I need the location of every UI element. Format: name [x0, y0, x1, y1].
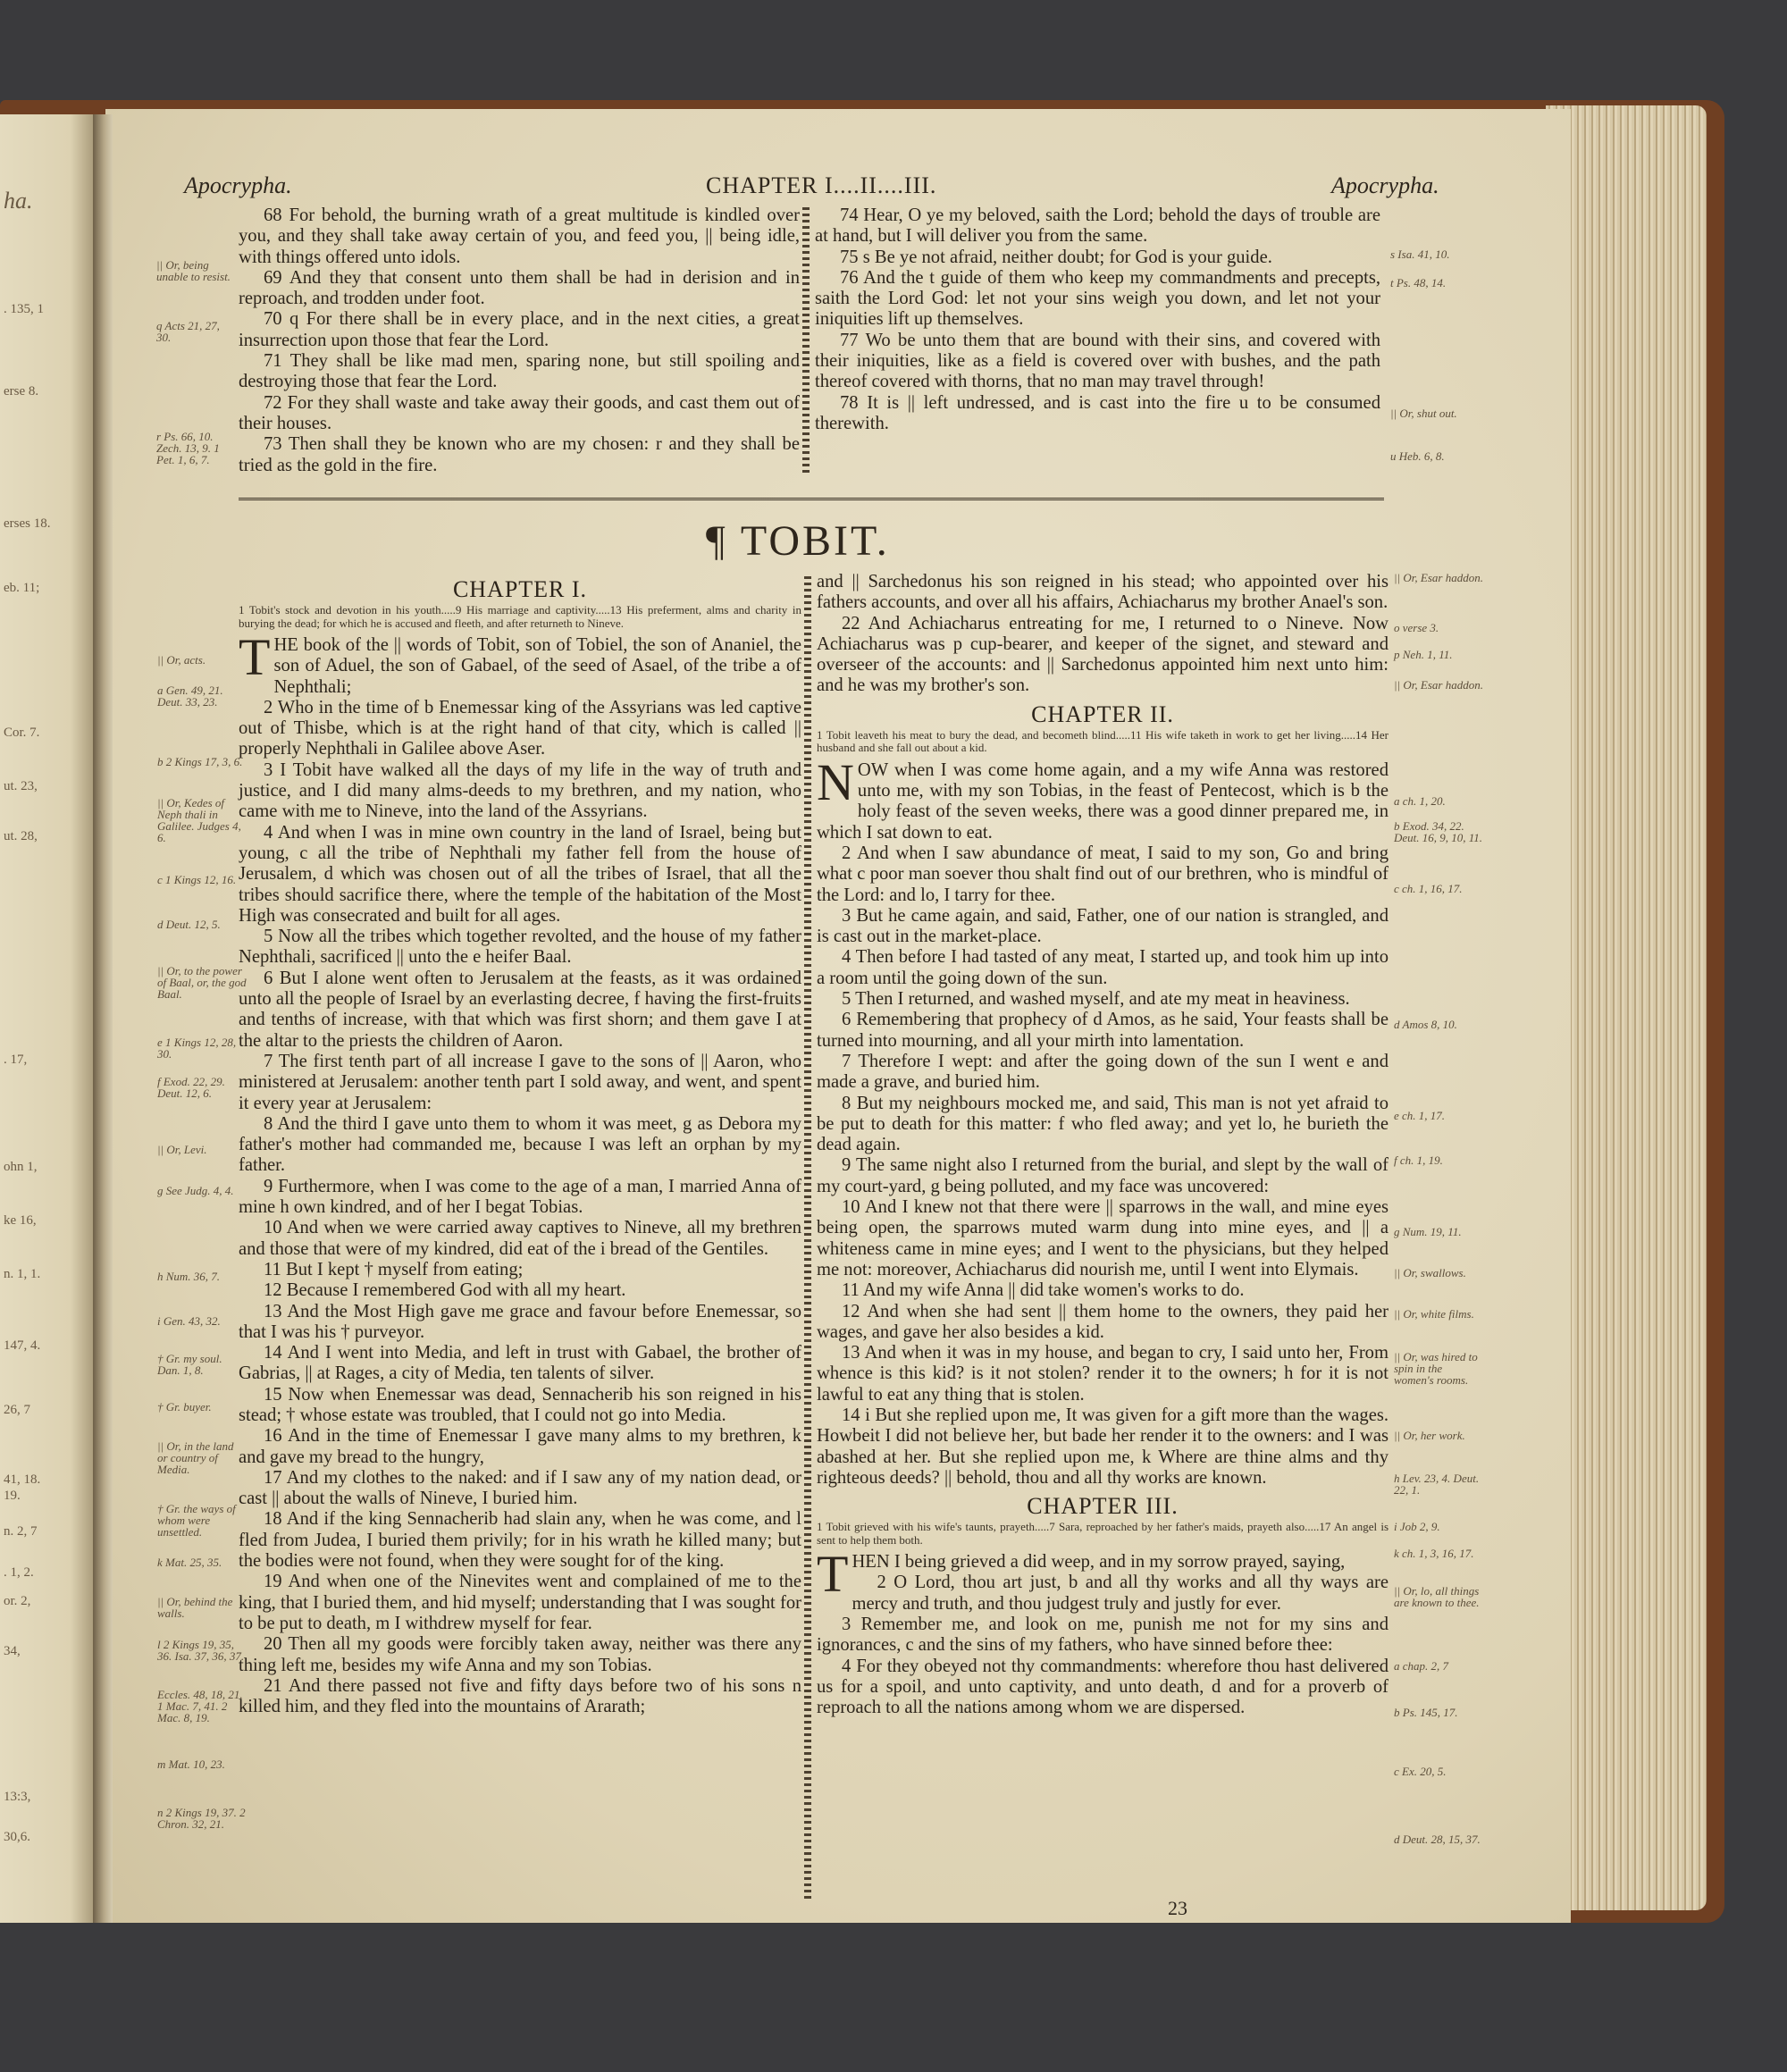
chapter-summary: 1 Tobit leaveth his meat to bury the dead, and becometh blind.....11 His wife taketh in work to get her living.....14 Her husband and she fall out about a kid.	[817, 727, 1388, 755]
verse	[817, 1657, 1388, 1719]
verse-text: and || Sarchedonus his son reigned in his stead; who appointed over his fathers accounts, and over all his affairs, Achiacharus my brother Anael's son.	[817, 572, 1388, 613]
top-right-column	[815, 206, 1380, 434]
margin-note: a ch. 1, 20.	[1394, 794, 1446, 808]
verse	[239, 823, 801, 927]
margin-note: || Or, to the power of Baal, or, the god Baal.	[157, 964, 247, 1001]
verse-text: 2 Who in the time of b Enemessar king of the Assyrians was led captive out of Thisbe, which is at the right hand of that city, which is called || properly Nephthali in Galilee above Aser.	[239, 697, 801, 759]
verse	[817, 906, 1388, 948]
verse	[815, 393, 1380, 435]
margin-note: || Or, Levi.	[157, 1143, 207, 1156]
margin-note: † Gr. my soul. Dan. 1, 8.	[157, 1352, 222, 1377]
verse	[239, 1302, 801, 1344]
book-title: ¶ TOBIT.	[706, 517, 890, 565]
section-rule	[239, 498, 1384, 500]
column-separator	[802, 207, 810, 475]
verse	[817, 1155, 1388, 1197]
verse-text: 71 They shall be like mad men, sparing none, but still spoiling and destroying those that fear the Lord.	[239, 351, 800, 392]
chapter1-verses	[239, 628, 801, 1717]
margin-note: r Ps. 66, 10. Zech. 13, 9. 1 Pet. 1, 6, 7.	[156, 430, 220, 466]
chapter1-column	[239, 572, 801, 1717]
verse-text: 22 And Achiacharus entreating for me, I returned to o Nineve. Now Achiacharus was p cup-bearer, and keeper of the signet, and steward and overseer of the accounts: and || Sarchedonus appointed him next unto him: and he was my brother's son.	[817, 613, 1388, 696]
left-page-fragment: ut. 28,	[4, 829, 38, 843]
top-left-column	[239, 206, 800, 476]
margin-note: k Mat. 25, 35.	[157, 1556, 222, 1569]
margin-note: a Gen. 49, 21. Deut. 33, 23.	[157, 684, 223, 709]
verse	[817, 1197, 1388, 1280]
running-head-left: Apocrypha.	[184, 172, 292, 198]
chapter-heading: CHAPTER I.	[452, 576, 588, 602]
verse-text: HEN I being grieved a did weep, and in my sorrow prayed, saying,	[852, 1552, 1346, 1573]
margin-note: || Or, swallows.	[1394, 1266, 1466, 1279]
verse-text: 70 q For there shall be in every place, and in the next cities, a great insurrection upon those that fear the Lord.	[239, 309, 800, 350]
left-page-fragment: ohn 1,	[4, 1160, 38, 1174]
verse	[239, 927, 801, 969]
verse-text: 17 And my clothes to the naked: and if I saw any of my nation dead, or cast || about the walls of Nineve, I buried him.	[239, 1467, 801, 1509]
verse	[239, 1177, 801, 1219]
chapter-heading: CHAPTER III.	[1027, 1493, 1179, 1520]
verse-text: 14 i But she replied upon me, It was given for a gift more than the wages. Howbeit I did not believe her, but bade her render it to the owners: and I was abashed at her. But she replied upon me, k Where are thine alms and thy righteous deeds? || behold, thou and all thy works are known.	[817, 1405, 1388, 1488]
verse	[817, 1573, 1388, 1615]
verse	[817, 1010, 1388, 1052]
verse	[817, 1280, 1388, 1301]
verse	[239, 1426, 801, 1468]
margin-note: i Gen. 43, 32.	[157, 1314, 221, 1328]
verse	[815, 206, 1380, 247]
verse	[239, 1572, 801, 1634]
verse	[817, 1052, 1388, 1094]
verse-text: 69 And they that consent unto them shall be had in derision and in reproach, and trodden under foot.	[239, 267, 800, 309]
verse-text: 2 And when I saw abundance of meat, I said to my son, Go and bring what c poor man soever thou shalt find out of our brethren, who is mindful of the Lord: and lo, I tarry for thee.	[817, 843, 1388, 905]
margin-note: h Lev. 23, 4. Deut. 22, 1.	[1394, 1472, 1480, 1497]
verse-text: 8 And the third I gave unto them to whom it was meet, g as Debora my father's mother had commanded me, because I was left an orphan by my father.	[239, 1113, 801, 1176]
verse	[239, 1509, 801, 1572]
chapter3-verses	[817, 1545, 1388, 1718]
verse-text: 11 But I kept † myself from eating;	[264, 1259, 524, 1279]
verse-text: 13 And when it was in my house, and began to cry, I said unto her, From whence is this kid? is it not stolen? render it to the owners; h for it is not lawful to eat any thing that is stolen.	[817, 1343, 1388, 1405]
verse	[817, 1405, 1388, 1489]
verse	[817, 989, 1388, 1010]
margin-note: † Gr. buyer.	[157, 1400, 212, 1413]
margin-note: t Ps. 48, 14.	[1390, 276, 1447, 289]
verse-text: 6 But I alone went often to Jerusalem at the feasts, as it was ordained unto all the people of Israel by an everlasting decree, f having the first-fruits and tenths of increase, with that which was first shorn; and them gave I at the altar to the priests the children of Aaron.	[239, 968, 801, 1051]
verse	[817, 614, 1388, 697]
left-page-fragment: or. 2,	[4, 1594, 31, 1608]
verse-text: OW when I was come home again, and a my wife Anna was restored unto me, with my son Tobias, in the feast of Pentecost, which is b the holy feast of the seven weeks, there was a good dinner prepared me, in which I sat down to eat.	[817, 759, 1388, 843]
verse-text: 77 Wo be unto them that are bound with their sins, and covered with their iniquities, like as a field is covered over with bushes, and the path thereof covered with thorns, that no man may travel through!	[815, 330, 1380, 392]
left-page-fragment: 34,	[4, 1644, 21, 1658]
column-separator	[804, 576, 811, 1899]
verse-text: 15 Now when Enemessar was dead, Sennacherib his son reigned in his stead; † whose estate was troubled, that I could not go into Media.	[239, 1384, 801, 1425]
verse	[239, 1260, 801, 1280]
left-page-fragment: n. 1, 1.	[4, 1267, 41, 1281]
margin-note: c 1 Kings 12, 16.	[157, 873, 237, 886]
margin-note: || Or, white films.	[1394, 1307, 1474, 1321]
margin-note: || Or, Esar haddon.	[1394, 571, 1483, 584]
verse	[239, 628, 801, 698]
margin-note: c Ex. 20, 5.	[1394, 1765, 1447, 1778]
verse	[239, 1676, 801, 1718]
margin-note: || Or, in the land or country of Media.	[157, 1439, 234, 1476]
margin-note: a chap. 2, 7	[1394, 1659, 1449, 1673]
verse	[817, 752, 1388, 843]
verse	[817, 1094, 1388, 1156]
verse	[239, 760, 801, 823]
margin-note: || Or, behind the walls.	[157, 1595, 233, 1620]
chapter-heading: CHAPTER II.	[1031, 700, 1174, 727]
verse	[817, 1343, 1388, 1405]
page-number: 23	[1168, 1897, 1187, 1919]
margin-note: c ch. 1, 16, 17.	[1394, 882, 1463, 895]
left-page-fragment: 30,6.	[4, 1830, 30, 1844]
verse-text: 3 But he came again, and said, Father, one of our nation is strangled, and is cast out in the market-place.	[817, 905, 1388, 947]
margin-note: || Or, being unable to resist.	[156, 258, 231, 283]
verse-text: 3 I Tobit have walked all the days of my life in the way of truth and justice, and I did many alms-deeds to my brethren, and my nation, who came with me to Nineve, into the land of the Assyrians.	[239, 759, 801, 822]
running-head-right: Apocrypha.	[1331, 172, 1439, 198]
verse-text: 76 And the t guide of them who keep my commandments and precepts, saith the Lord God: let not your sins weigh you down, and let not your iniquities lift up themselves.	[815, 267, 1380, 330]
verse	[239, 351, 800, 393]
margin-note: b Exod. 34, 22. Deut. 16, 9, 10, 11.	[1394, 819, 1483, 844]
left-page-fragment: n. 2, 7	[4, 1524, 38, 1539]
margin-note: n 2 Kings 19, 37. 2 Chron. 32, 21.	[157, 1806, 246, 1831]
margin-note: || Or, lo, all things are known to thee.	[1394, 1584, 1480, 1609]
left-page-fragment: erses 18.	[4, 516, 51, 531]
verse-text: 7 The first tenth part of all increase I gave to the sons of || Aaron, who ministered at Jerusalem: another tenth part I sold away, and went, and spent it every year at Jerusalem:	[239, 1051, 801, 1113]
verse-text: 10 And I knew not that there were || sparrows in the wall, and mine eyes being open, the sparrows muted warm dung into mine eyes, and || a whiteness came in mine eyes; and I went to the physicians, but they helped me not: moreover, Achiacharus did nourish me, until I went into Elymais.	[817, 1197, 1388, 1279]
verse	[817, 1615, 1388, 1657]
margin-note: || Or, her work.	[1394, 1429, 1465, 1442]
verse-text: 73 Then shall they be known who are my chosen: r and they shall be tried as the gold in the fire.	[239, 434, 800, 475]
left-page-fragment: 41, 18.	[4, 1472, 41, 1487]
verse	[815, 247, 1380, 268]
drop-initial: T	[817, 1545, 849, 1604]
left-page	[0, 114, 100, 1923]
left-page-fragment: erse 8.	[4, 384, 39, 398]
verse-text: 21 And there passed not five and fifty days before two of his sons n killed him, and they fled into the mountains of Ararath;	[239, 1675, 801, 1717]
verse	[239, 969, 801, 1052]
margin-note: u Heb. 6, 8.	[1390, 449, 1445, 463]
verse-text: 78 It is || left undressed, and is cast into the fire u to be consumed therewith.	[815, 392, 1380, 433]
verse	[817, 843, 1388, 906]
verse-text: 19 And when one of the Ninevites went and complained of me to the king, that I buried them, and hid myself; understanding that I was sought for to be put to death, m I withdrew myself for fear.	[239, 1572, 801, 1633]
left-page-fragment: 147, 4.	[4, 1338, 41, 1353]
margin-note: l 2 Kings 19, 35, 36. Isa. 37, 36, 37.	[157, 1638, 245, 1663]
verse-text: 12 Because I remembered God with all my heart.	[264, 1280, 626, 1301]
margin-note: b 2 Kings 17, 3, 6.	[157, 755, 243, 768]
margin-note: p Neh. 1, 11.	[1394, 648, 1453, 661]
verse	[239, 1634, 801, 1676]
margin-note: f ch. 1, 19.	[1394, 1153, 1443, 1167]
margin-note: || Or, acts.	[157, 653, 206, 667]
margin-note: || Or, shut out.	[1390, 407, 1457, 420]
margin-note: g See Judg. 4, 4.	[157, 1184, 234, 1197]
left-page-fragment: eb. 11;	[4, 581, 40, 595]
verse-text: 75 s Be ye not afraid, neither doubt; for God is your guide.	[840, 247, 1272, 267]
verse-text: 10 And when we were carried away captives to Nineve, all my brethren and those that were of my kindred, did eat of the i bread of the Gentiles.	[239, 1218, 801, 1259]
verse	[239, 1468, 801, 1510]
margin-note: m Mat. 10, 23.	[157, 1757, 225, 1771]
verse-text: 9 The same night also I returned from the burial, and slept by the wall of my court-yard, g being polluted, and my face was uncovered:	[817, 1155, 1388, 1196]
verse	[815, 331, 1380, 393]
verse-text: HE book of the || words of Tobit, son of Tobiel, the son of Ananiel, the son of Aduel, the son of Gabael, of the seed of Asael, of the tribe a of Nephthali;	[273, 635, 801, 697]
verse	[239, 309, 800, 351]
verse-text: 5 Now all the tribes which together revolted, and the house of my father Nephthali, sacrificed || unto the e heifer Baal.	[239, 927, 801, 968]
verse	[239, 393, 800, 435]
margin-note: k ch. 1, 3, 16, 17.	[1394, 1547, 1474, 1560]
left-page-fragment: . 1, 2.	[4, 1565, 34, 1580]
left-page-fragment: ut. 23,	[4, 779, 38, 793]
left-page-fragment: . 17,	[4, 1053, 28, 1067]
margin-note: i Job 2, 9.	[1394, 1520, 1440, 1533]
margin-note: d Deut. 28, 15, 37.	[1394, 1833, 1481, 1846]
verse-text: 14 And I went into Media, and left in trust with Gabael, the brother of Gabrias, || at Rages, a city of Media, ten talents of silver.	[239, 1343, 801, 1384]
verse	[239, 1385, 801, 1427]
verse	[239, 1052, 801, 1114]
verse	[815, 268, 1380, 331]
chapter1-continued	[817, 572, 1388, 697]
verse-text: 4 For they obeyed not thy commandments: wherefore thou hast delivered us for a spoil, and unto captivity, and unto death, d and for a proverb of reproach to all the nations among whom we are dispersed.	[817, 1656, 1388, 1718]
verse-text: 7 Therefore I wept: and after the going down of the sun I went e and made a grave, and buried him.	[817, 1051, 1388, 1093]
verse-text: 18 And if the king Sennacherib had slain any, when he was come, and l fled from Judea, I buried them privily; for in his wrath he killed many; but the bodies were not found, when they were sought for of the king.	[239, 1509, 801, 1572]
drop-initial: T	[239, 628, 271, 686]
book-gutter	[93, 114, 113, 1923]
verse	[817, 1302, 1388, 1344]
verse	[239, 1343, 801, 1385]
margin-note: e ch. 1, 17.	[1394, 1109, 1446, 1122]
left-page-fragment: 13:3,	[4, 1790, 31, 1804]
margin-note: q Acts 21, 27, 30.	[156, 319, 220, 344]
verse-text: 2 O Lord, thou art just, b and all thy works and all thy ways are mercy and truth, and thou judgest truly and justly for ever.	[852, 1573, 1388, 1614]
margin-note: b Ps. 145, 17.	[1394, 1706, 1458, 1719]
verse	[239, 1280, 801, 1301]
verse	[239, 698, 801, 760]
chapter2-3-column	[817, 572, 1388, 1719]
left-page-fragment: 19.	[4, 1489, 21, 1503]
margin-note: f Exod. 22, 29. Deut. 12, 6.	[157, 1075, 225, 1100]
verse-text: 6 Remembering that prophecy of d Amos, as he said, Your feasts shall be turned into mourning, and all your mirth into lamentation.	[817, 1010, 1388, 1051]
verse	[817, 572, 1388, 614]
verse-text: 9 Furthermore, when I was come to the age of a man, I married Anna of mine h own kindred, and of her I begat Tobias.	[239, 1176, 801, 1218]
chapter-summary: 1 Tobit grieved with his wife's taunts, prayeth.....7 Sara, reproached by her father's maids, prayeth also.....17 An angel is sent to help them both.	[817, 1520, 1388, 1547]
margin-note: || Or, was hired to spin in the women's rooms.	[1394, 1350, 1478, 1387]
verse	[239, 1218, 801, 1260]
drop-initial: N	[817, 752, 854, 811]
verse-text: 13 And the Most High gave me grace and favour before Enemessar, so that I was his † purveyor.	[239, 1301, 801, 1342]
margin-note: || Or, Esar haddon.	[1394, 678, 1483, 692]
margin-note: s Isa. 41, 10.	[1390, 247, 1450, 261]
chapter-summary: 1 Tobit's stock and devotion in his youth.....9 His marriage and captivity.....13 His preferment, alms and charity in burying the dead; for which he is accused and fleeth, and after returneth to Nineve.	[239, 603, 801, 630]
margin-note: e 1 Kings 12, 28, 30.	[157, 1036, 237, 1061]
margin-note: h Num. 36, 7.	[157, 1270, 221, 1283]
verse-text: 16 And in the time of Enemessar I gave many alms to my brethren, k and gave my bread to the hungry,	[239, 1426, 801, 1467]
margin-note: || Or, Kedes of Neph thali in Galilee. Judges 4, 6.	[157, 796, 241, 844]
verse-text: 74 Hear, O ye my beloved, saith the Lord; behold the days of trouble are at hand, but I will deliver you from the same.	[815, 206, 1380, 247]
verse-text: 3 Remember me, and look on me, punish me not for my sins and ignorances, c and the sins of my fathers, who have sinned before thee:	[817, 1615, 1388, 1656]
left-page-fragment: Cor. 7.	[4, 726, 40, 740]
left-page-fragment: ke 16,	[4, 1213, 37, 1228]
verse	[817, 947, 1388, 989]
margin-note: g Num. 19, 11.	[1394, 1225, 1462, 1238]
verse-text: 11 And my wife Anna || did take women's works to do.	[842, 1280, 1245, 1301]
verse	[239, 206, 800, 268]
chapter2-verses	[817, 752, 1388, 1489]
verse-text: 72 For they shall waste and take away their goods, and cast them out of their houses.	[239, 392, 800, 433]
verse	[239, 268, 800, 310]
left-page-fragment: 26, 7	[4, 1403, 30, 1417]
margin-note: d Amos 8, 10.	[1394, 1018, 1457, 1031]
margin-note: † Gr. the ways of whom were unsettled.	[157, 1502, 236, 1539]
left-page-fragment: . 135, 1	[4, 302, 44, 316]
running-head-center: CHAPTER I....II....III.	[706, 172, 937, 198]
verse	[239, 434, 800, 476]
verse-text: 5 Then I returned, and washed myself, and ate my meat in heaviness.	[842, 989, 1350, 1010]
verse-text: 4 And when I was in mine own country in the land of Israel, being but young, c all the tribe of Nephthali my father fell from the house of Jerusalem, d which was chosen out of all the tribes of Israel, that all the tribes should sacrifice there, where the temple of the habitation of the Most High was consecrated and built for all ages.	[239, 822, 801, 926]
margin-note: Eccles. 48, 18, 21. 1 Mac. 7, 41. 2 Mac. 8, 19.	[157, 1688, 243, 1724]
verse-text: 20 Then all my goods were forcibly taken away, neither was there any thing left me, besides my wife Anna and my son Tobias.	[239, 1634, 801, 1675]
margin-note: o verse 3.	[1394, 621, 1439, 634]
verse	[239, 1114, 801, 1177]
verse-text: 68 For behold, the burning wrath of a great multitude is kindled over you, and they shall take away certain of you, and feed you, || being idle, with things offered unto idols.	[239, 206, 800, 267]
verse-text: 4 Then before I had tasted of any meat, I started up, and took him up into a room until the going down of the sun.	[817, 947, 1388, 988]
verse-text: 12 And when she had sent || them home to the owners, they paid her wages, and gave her also besides a kid.	[817, 1301, 1388, 1342]
left-page-fragment: ha.	[4, 188, 33, 214]
verse-text: 8 But my neighbours mocked me, and said, This man is not yet afraid to be put to death for this matter: f who fled away; and yet lo, he burieth the dead again.	[817, 1093, 1388, 1155]
margin-note: d Deut. 12, 5.	[157, 918, 221, 931]
